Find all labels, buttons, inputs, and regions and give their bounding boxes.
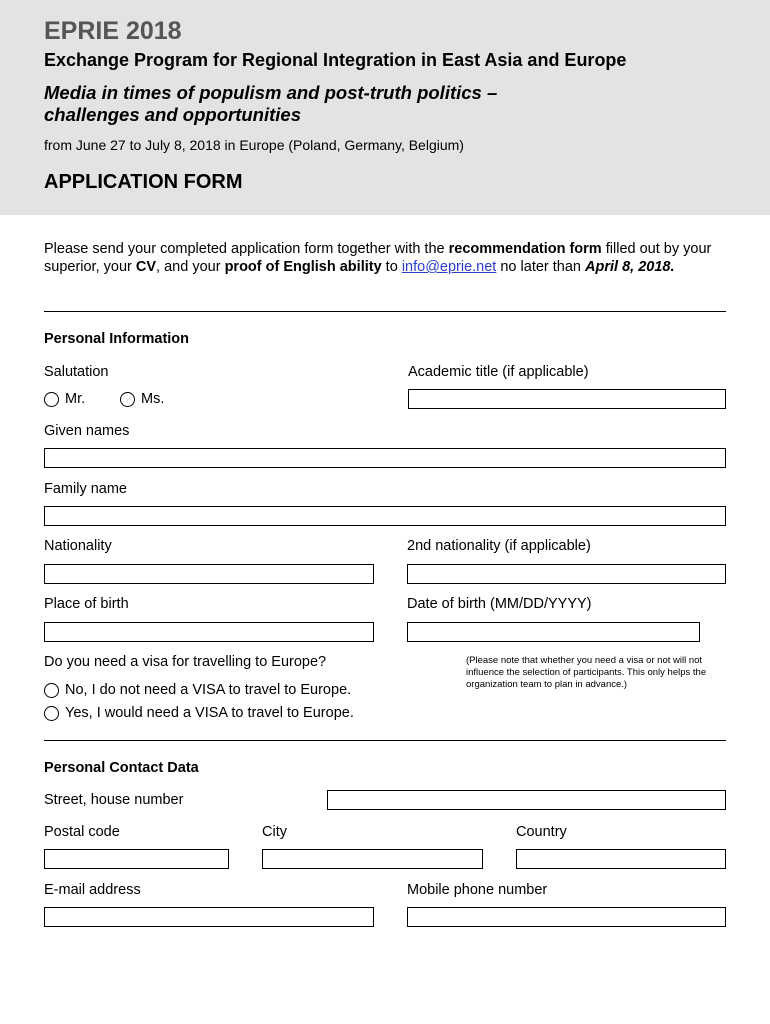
country-field[interactable]: [516, 849, 726, 869]
radio-circle-icon: [44, 683, 59, 698]
program-subtitle: Exchange Program for Regional Integration in East Asia and Europe: [44, 50, 627, 70]
nationality2-label: 2nd nationality (if applicable): [407, 538, 591, 554]
family-name-field[interactable]: [44, 506, 726, 526]
salutation-mr-label: Mr.: [65, 391, 86, 407]
family-name-label: Family name: [44, 481, 127, 497]
intro-text-3: , and your: [156, 259, 225, 275]
salutation-label: Salutation: [44, 364, 109, 380]
intro-text-2: filled out by your superior, your: [44, 241, 712, 275]
intro-text-5: no later than: [496, 259, 586, 275]
visa-no-radio[interactable]: [44, 682, 351, 698]
city-label: City: [262, 824, 287, 840]
visa-yes-label: Yes, I would need a VISA to travel to Europe.: [65, 705, 354, 721]
nationality2-field[interactable]: [407, 564, 726, 584]
intro-english-proof: proof of English ability: [224, 259, 382, 275]
mobile-field[interactable]: [407, 907, 726, 927]
intro-text-1: Please send your completed application form together with the: [44, 241, 449, 257]
email-link[interactable]: info@eprie.net: [401, 259, 497, 275]
street-field[interactable]: [327, 790, 726, 810]
header-band: [0, 0, 770, 215]
radio-circle-icon: [120, 392, 135, 407]
place-of-birth-field[interactable]: [44, 622, 374, 642]
mobile-label: Mobile phone number: [407, 882, 548, 898]
dob-label: Date of birth (MM/DD/YYYY): [407, 596, 592, 612]
form-title: APPLICATION FORM: [44, 171, 243, 193]
theme-line-2: challenges and opportunities: [44, 104, 301, 125]
street-label: Street, house number: [44, 792, 184, 808]
program-theme: [44, 82, 497, 126]
visa-yes-radio[interactable]: [44, 705, 354, 721]
salutation-mr-radio[interactable]: [44, 391, 85, 407]
email-field[interactable]: [44, 907, 374, 927]
intro-text-4: to: [381, 259, 402, 275]
program-brand: EPRIE 2018: [44, 17, 182, 45]
section-divider: [44, 311, 726, 312]
dob-field[interactable]: [407, 622, 700, 642]
visa-note: (Please note that whether you need a visa or not will not influence the selection of participants. This only helps the organization team to plan in advance.): [466, 655, 707, 690]
place-of-birth-label: Place of birth: [44, 596, 129, 612]
salutation-ms-radio[interactable]: [120, 391, 164, 407]
deadline-date: April 8, 2018.: [585, 259, 675, 275]
radio-circle-icon: [44, 392, 59, 407]
postal-code-field[interactable]: [44, 849, 229, 869]
salutation-ms-label: Ms.: [141, 391, 165, 407]
radio-circle-icon: [44, 706, 59, 721]
city-field[interactable]: [262, 849, 483, 869]
program-dates: from June 27 to July 8, 2018 in Europe (Poland, Germany, Belgium): [44, 137, 464, 153]
theme-line-1: Media in times of populism and post-truth politics –: [44, 82, 498, 103]
intro-cv: CV: [135, 259, 157, 275]
academic-title-label: Academic title (if applicable): [408, 364, 589, 380]
contact-heading: Personal Contact Data: [44, 760, 199, 776]
postal-code-label: Postal code: [44, 824, 120, 840]
country-label: Country: [516, 824, 567, 840]
visa-question: Do you need a visa for travelling to Europe?: [44, 654, 327, 670]
personal-info-heading: Personal Information: [44, 331, 190, 347]
given-names-field[interactable]: [44, 448, 726, 468]
intro-recommendation-form: recommendation form: [448, 241, 602, 257]
nationality-label: Nationality: [44, 538, 112, 554]
academic-title-field[interactable]: [408, 389, 726, 409]
visa-no-label: No, I do not need a VISA to travel to Europe.: [65, 682, 352, 698]
email-label: E-mail address: [44, 882, 141, 898]
intro-paragraph: [44, 240, 734, 276]
section-divider: [44, 740, 726, 741]
nationality-field[interactable]: [44, 564, 374, 584]
given-names-label: Given names: [44, 423, 130, 439]
